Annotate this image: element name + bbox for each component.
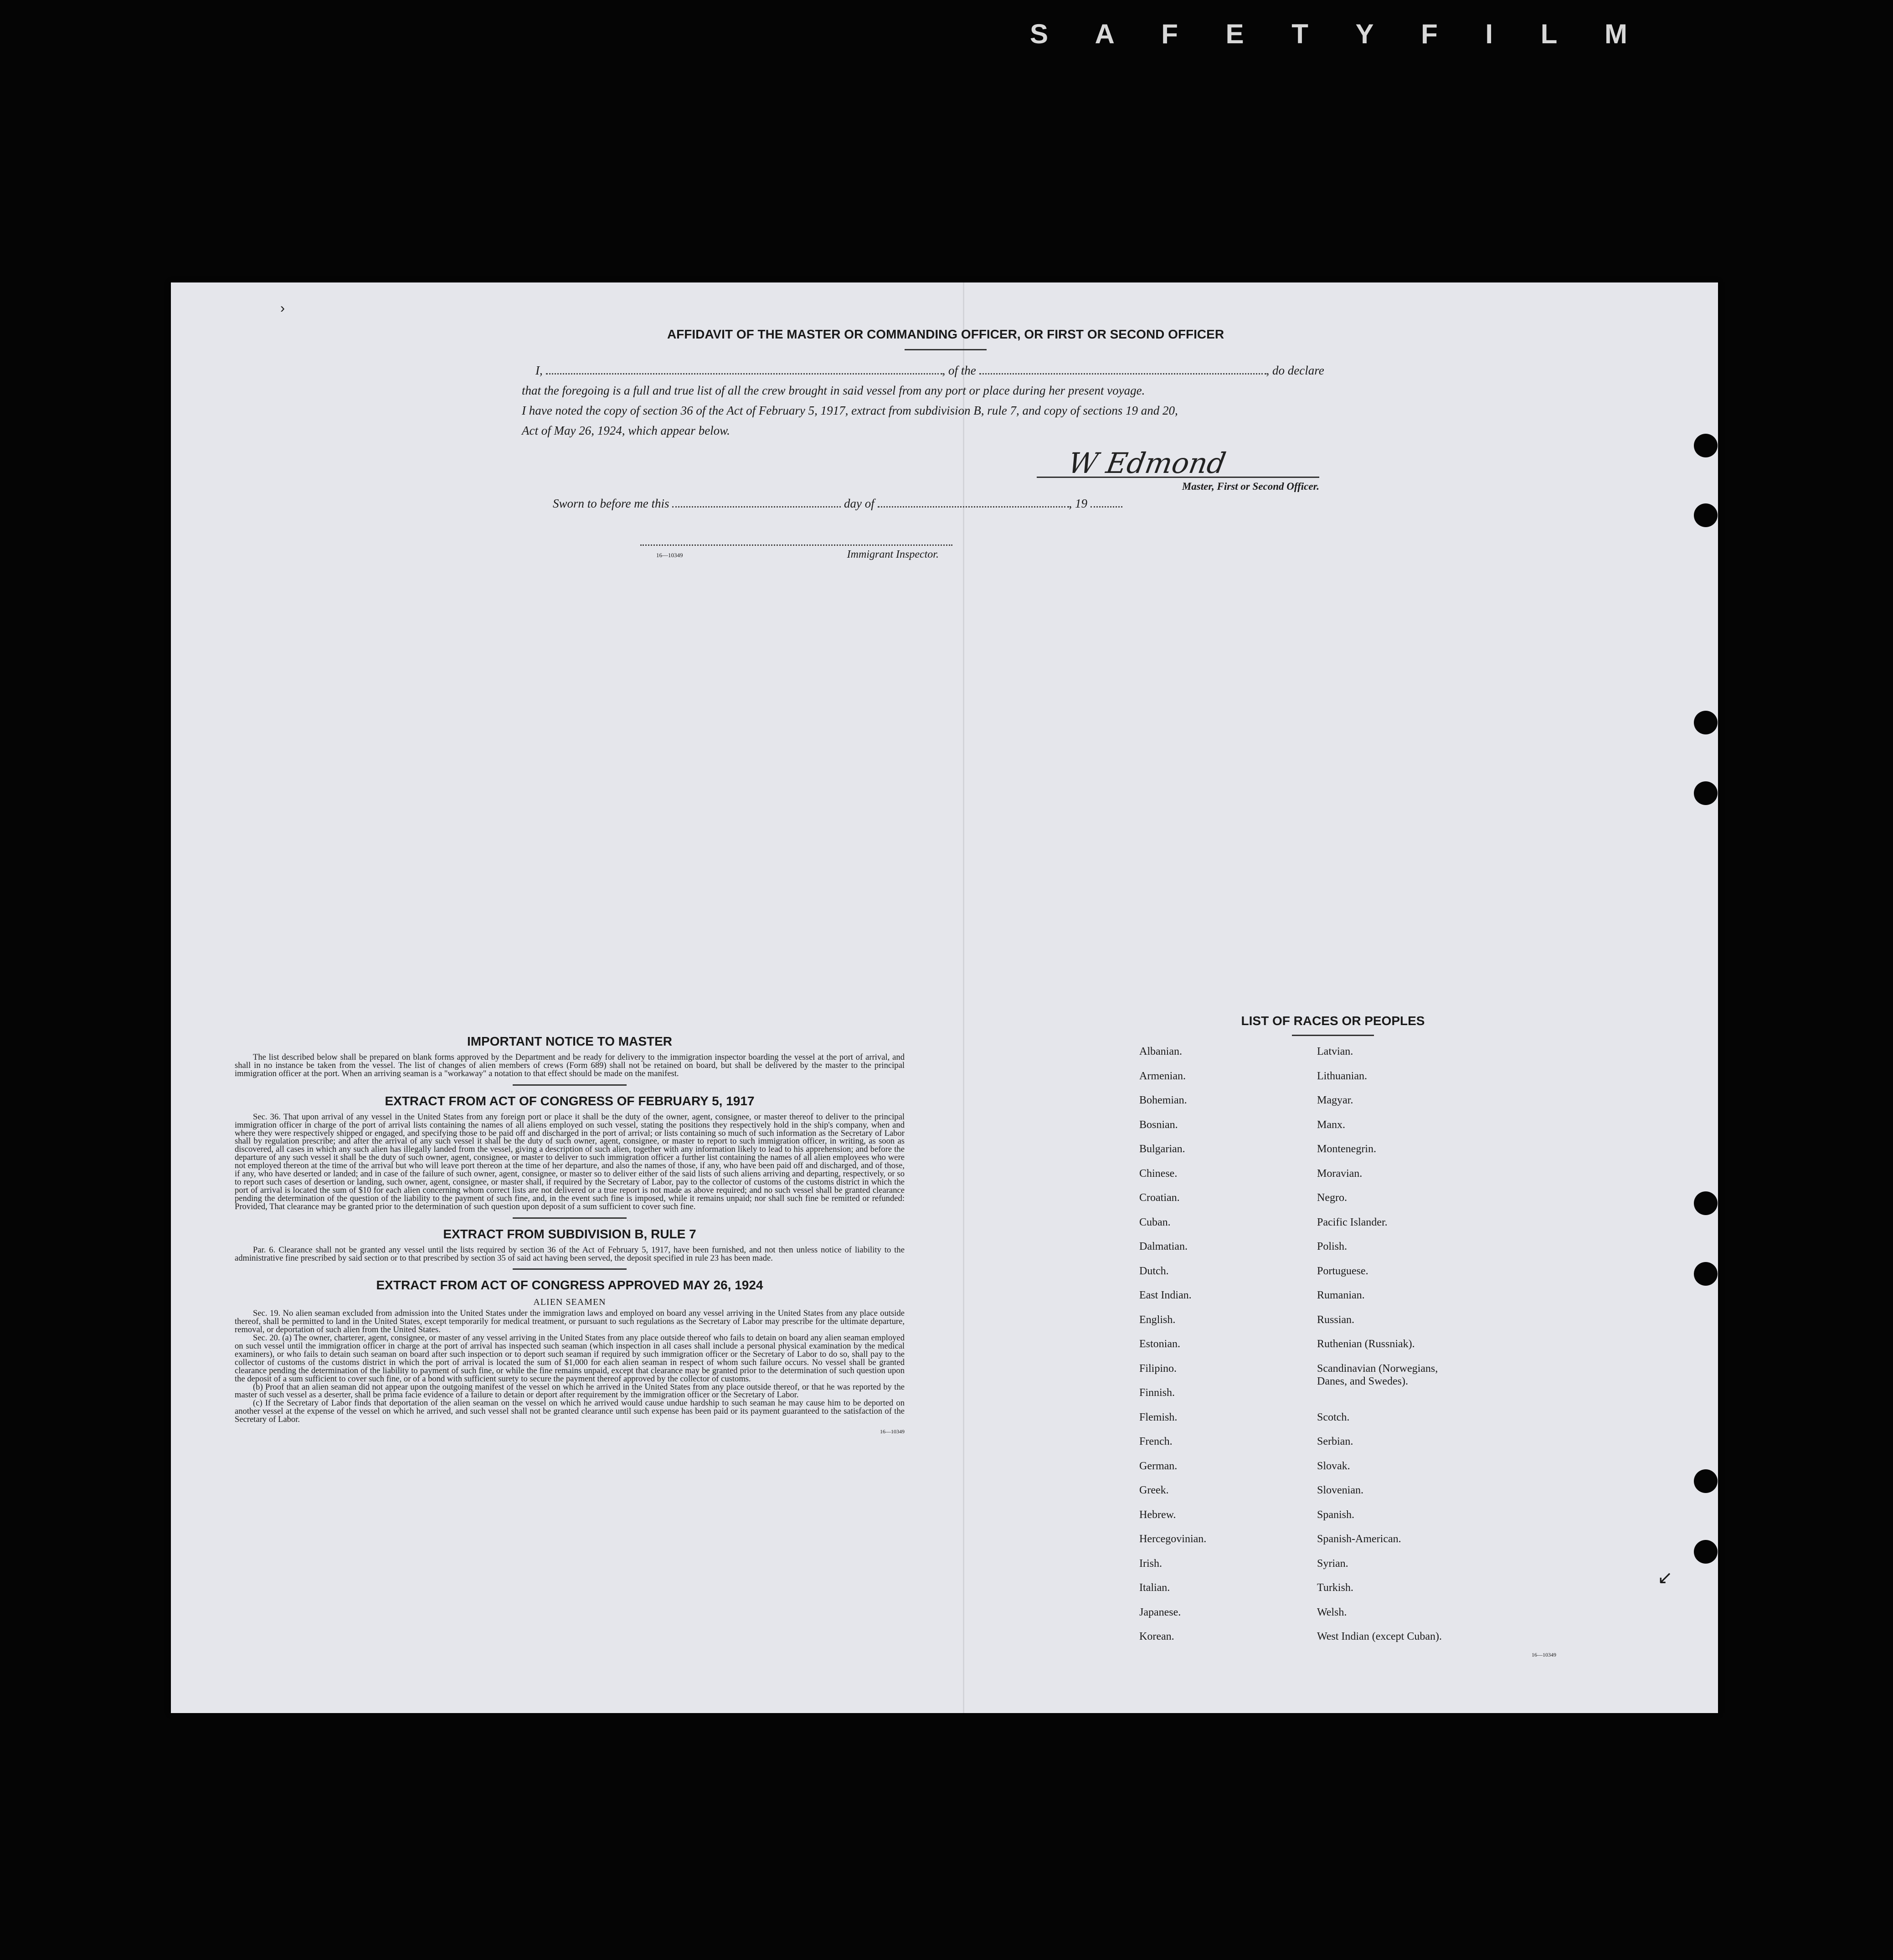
punch-hole (1694, 781, 1718, 805)
race-item: Bohemian. (1139, 1094, 1187, 1106)
race-item: Serbian. (1317, 1436, 1353, 1447)
race-item: East Indian. (1139, 1289, 1192, 1301)
affidavit-line-4: Act of May 26, 1924, which appear below. (522, 424, 730, 437)
punch-hole (1694, 711, 1718, 734)
sworn-day-label: day of (844, 497, 874, 510)
title-rule (905, 349, 987, 350)
race-item: Moravian. (1317, 1167, 1363, 1180)
race-item: Slovenian. (1317, 1484, 1363, 1496)
race-item: Magyar. (1317, 1094, 1353, 1106)
race-item: Scotch. (1317, 1411, 1350, 1423)
race-item: Spanish-American. (1317, 1533, 1401, 1545)
punch-hole (1694, 1469, 1718, 1493)
race-item: Japanese. (1139, 1606, 1181, 1618)
race-item: Korean. (1139, 1631, 1174, 1642)
extract2-title: EXTRACT FROM SUBDIVISION B, RULE 7 (443, 1226, 696, 1241)
affidavit-title: AFFIDAVIT OF THE MASTER OR COMMANDING OFFICER, OR FIRST OR SECOND OFFICER (667, 327, 1224, 341)
race-item: Filipino. (1139, 1362, 1177, 1375)
affidavit-do-declare: , do declare (1266, 364, 1324, 377)
race-item: Rumanian. (1317, 1289, 1365, 1301)
affidavit-line-1 (522, 360, 1369, 380)
race-item: French. (1139, 1436, 1173, 1447)
sworn-date-blank (672, 498, 841, 508)
sworn-line (553, 497, 1122, 511)
race-item: Flemish. (1139, 1411, 1178, 1423)
sworn-month-blank (878, 498, 1069, 508)
races-form-code: 16—10349 (1532, 1652, 1556, 1658)
signature-caption: Master, First or Second Officer. (1182, 481, 1319, 492)
race-item: Lithuanian. (1317, 1070, 1367, 1082)
handwritten-signature: W Edmond (1065, 446, 1229, 480)
punch-hole (1694, 434, 1718, 457)
race-item: Bulgarian. (1139, 1143, 1185, 1155)
inspector-signature-line (640, 544, 952, 546)
affidavit-section (522, 327, 1369, 441)
inspector-block (640, 544, 952, 561)
race-item: English. (1139, 1314, 1176, 1326)
race-item: Hebrew. (1139, 1508, 1176, 1521)
race-item: Ruthenian (Russniak). (1317, 1338, 1415, 1350)
sworn-label: Sworn to before me this (553, 497, 669, 510)
sworn-year-label: , 19 (1069, 497, 1087, 510)
races-section (1123, 1014, 1556, 1658)
races-title-rule (1292, 1035, 1374, 1036)
notice-section (235, 1034, 905, 1435)
sec20a-text: Sec. 20. (a) The owner, charterer, agent, consignee, or master of any vessel arriving in the United States from any place outside thereof who fails to detain on board any alien seaman employed on such vessel until the immigration officer in charge at the port of arrival has inspected such seaman (which inspection in all cases shall include a personal physical examination by the medical examiners), or who fails to detain such seaman on board after such inspection or to deport such seaman if required by such immigration officer or the Secretary of Labor to do so, shall pay to the collector of customs of the customs district in which the port of arrival is located the sum of $1,000 for each alien seaman in respect of whom such failure occurs. No vessel shall be granted clearance pending the determination of the liability to payment of such fine, or while the fine remains unpaid, except that clearance may be granted prior to the determination of such question upon the deposit of a sum sufficient to cover such fine, or of a bond with sufficient surety to secure the payment thereof approved by the collector of customs. (235, 1333, 905, 1384)
race-item: German. (1139, 1460, 1178, 1472)
race-item: Polish. (1317, 1241, 1348, 1252)
punch-hole (1694, 1540, 1718, 1564)
race-item: Pacific Islander. (1317, 1216, 1388, 1228)
notice-title: IMPORTANT NOTICE TO MASTER (467, 1034, 673, 1048)
punch-hole (1694, 503, 1718, 527)
section-divider (513, 1268, 627, 1270)
section-divider (513, 1217, 627, 1219)
punch-hole (1694, 1262, 1718, 1286)
race-item: Greek. (1139, 1484, 1169, 1496)
race-item: Scandinavian (Norwegians, Danes, and Swedes). (1317, 1362, 1438, 1387)
race-item: Portuguese. (1317, 1265, 1368, 1277)
race-item: Turkish. (1317, 1582, 1353, 1594)
extract3-title: EXTRACT FROM ACT OF CONGRESS APPROVED MAY 26, 1924 (376, 1278, 763, 1293)
extract2-text: Par. 6. Clearance shall not be granted any vessel until the lists required by section 36 of the Act of February 5, 1917, have been furnished, and not then unless notice of liability to the administrative fine prescribed by said section or to that prescribed by section 35 of said act having been served, the deposit specified in rule 23 has been made. (235, 1245, 905, 1263)
punch-hole (1694, 1191, 1718, 1215)
races-column-1 (1123, 1045, 1317, 1655)
affidavit-line-2: that the foregoing is a full and true list of all the crew brought in said vessel from any port or place during her present voyage. (522, 384, 1145, 397)
race-item: Irish. (1139, 1557, 1162, 1570)
race-item: Latvian. (1317, 1046, 1353, 1057)
race-item: Estonian. (1139, 1338, 1180, 1350)
race-item: Armenian. (1139, 1070, 1186, 1082)
stray-mark: › (280, 301, 285, 316)
race-item: Cuban. (1139, 1216, 1171, 1228)
race-item: Syrian. (1317, 1557, 1348, 1570)
race-item: Negro. (1317, 1192, 1347, 1204)
races-title: LIST OF RACES OR PEOPLES (1241, 1014, 1425, 1028)
vessel-blank (979, 365, 1266, 375)
inspector-caption: Immigrant Inspector. (847, 549, 939, 560)
race-item: Dutch. (1139, 1265, 1169, 1277)
race-item: Montenegrin. (1317, 1143, 1376, 1155)
race-item: Dalmatian. (1139, 1241, 1188, 1252)
signature-block (1037, 446, 1319, 493)
document-page (171, 282, 1718, 1713)
sec20b-text: (b) Proof that an alien seaman did not appear upon the outgoing manifest of the vessel on which he arrived in the United States from any place outside thereof, or that he was reported by the master of such vessel as a deserter, shall be prima facie evidence of a failure to detain or deport after requirement by the immigration officer or the Secretary of Labor. (235, 1382, 905, 1400)
name-blank (546, 365, 942, 375)
stray-mark: ↙ (1657, 1568, 1673, 1588)
affidavit-text (522, 360, 1369, 441)
races-columns (1123, 1045, 1543, 1655)
race-item: Albanian. (1139, 1046, 1182, 1057)
extract1-text: Sec. 36. That upon arrival of any vessel in the United States from any foreign port or place it shall be the duty of the owner, agent, consignee, or master thereof to deliver to the principal immigration officer in charge of the port of arrival lists containing the names of all aliens employed on such vessel, stating the positions they respectively hold in the ship's company, when and where they were respectively shipped or engaged, and specifying those to be paid off and discharged in the port of arrival; or lists containing so much of such information as the Secretary of Labor shall by regulation prescribe; and after the arrival of any such vessel it shall be the duty of such owner, agent, consignee, or master to report to such immigration officer, in writing, as soon as discovered, all cases in which any such alien has illegally landed from the vessel, giving a description of such alien, together with any information likely to lead to his apprehension; and before the departure of any such vessel it shall be the duty of such owner, agent, consignee, or master to deliver to such immigration officer a further list containing the names of all alien employees who were not employed thereon at the time of the arrival but who will leave port thereon at the time of her departure, and also the names of those, if any, who have been paid off and discharged, and of those, if any, who have deserted or landed; and in case of the failure of such owner, agent, consignee, or master so to deliver either of the said lists of such aliens arriving and departing, respectively, or so to report such cases of desertion or landing, such owner, agent, consignee, or master shall, if required by the Secretary of Labor, pay to the collector of customs of the customs district in which the port of arrival is located the sum of $10 for each alien concerning whom correct lists are not delivered or a true report is not made as above required; and no such vessel shall be granted clearance pending the determination of the question of the liability to the payment of such fine, and, in the event such fine is imposed, while it remains unpaid; nor shall such fine be remitted or refunded: Provided, That clearance may be granted prior to the determination of such question upon deposit of a sum sufficient to cover such fine. (235, 1112, 905, 1211)
form-code: 16—10349 (656, 552, 683, 559)
affidavit-of-the: , of the (942, 364, 976, 377)
film-edge-text: S A F E T Y F I L M (1030, 19, 1647, 49)
race-item: Finnish. (1139, 1387, 1175, 1399)
race-item: Manx. (1317, 1119, 1345, 1131)
race-item: Russian. (1317, 1314, 1355, 1326)
extract1-title: EXTRACT FROM ACT OF CONGRESS OF FEBRUARY 5, 1917 (385, 1093, 755, 1108)
race-item: Chinese. (1139, 1167, 1178, 1180)
race-item: Welsh. (1317, 1606, 1347, 1618)
race-item: Croatian. (1139, 1192, 1180, 1204)
race-item: Spanish. (1317, 1508, 1355, 1521)
race-item: Slovak. (1317, 1460, 1350, 1472)
section-divider (513, 1084, 627, 1086)
notice-text: The list described below shall be prepared on blank forms approved by the Department and be ready for delivery to the immigration inspector boarding the vessel at the port of arrival, and shall in no instance be taken from the vessel. The list of changes of alien members of crews (Form 689) shall not be retained on board, but shall be delivered by the master to the principal immigration officer at the port. When an arriving seaman is a "workaway" a notation to that effect should be made on the manifest. (235, 1052, 905, 1078)
race-item: Bosnian. (1139, 1119, 1178, 1131)
sec19-text: Sec. 19. No alien seaman excluded from admission into the United States under the immigration laws and employed on board any vessel arriving in the United States from any place outside thereof, shall be permitted to land in the United States, except temporarily for medical treatment, or pursuant to such regulations as the Secretary of Labor may prescribe for the ultimate departure, removal, or deportation of such alien from the United States. (235, 1308, 905, 1335)
affidavit-i: I, (535, 364, 543, 377)
notice-form-code: 16—10349 (880, 1428, 905, 1435)
sec20c-text: (c) If the Secretary of Labor finds that deportation of the alien seaman on the vessel on which he arrived would cause undue hardship to such seaman he may cause him to be deported on another vessel at the expense of the vessel on which he arrived, and such vessel shall not be granted clearance until such expense has been paid or its payment guaranteed to the satisfaction of the Secretary of Labor. (235, 1398, 905, 1425)
race-item: Italian. (1139, 1582, 1170, 1594)
race-item: Hercegovinian. (1139, 1533, 1207, 1545)
races-column-2 (1317, 1045, 1454, 1655)
race-item: West Indian (except Cuban). (1317, 1631, 1442, 1642)
affidavit-line-3: I have noted the copy of section 36 of the Act of February 5, 1917, extract from subdivision B, rule 7, and copy of sections 19 and 20, (522, 404, 1178, 417)
sworn-year-blank (1091, 498, 1122, 508)
extract3-subtitle: ALIEN SEAMEN (533, 1297, 606, 1308)
